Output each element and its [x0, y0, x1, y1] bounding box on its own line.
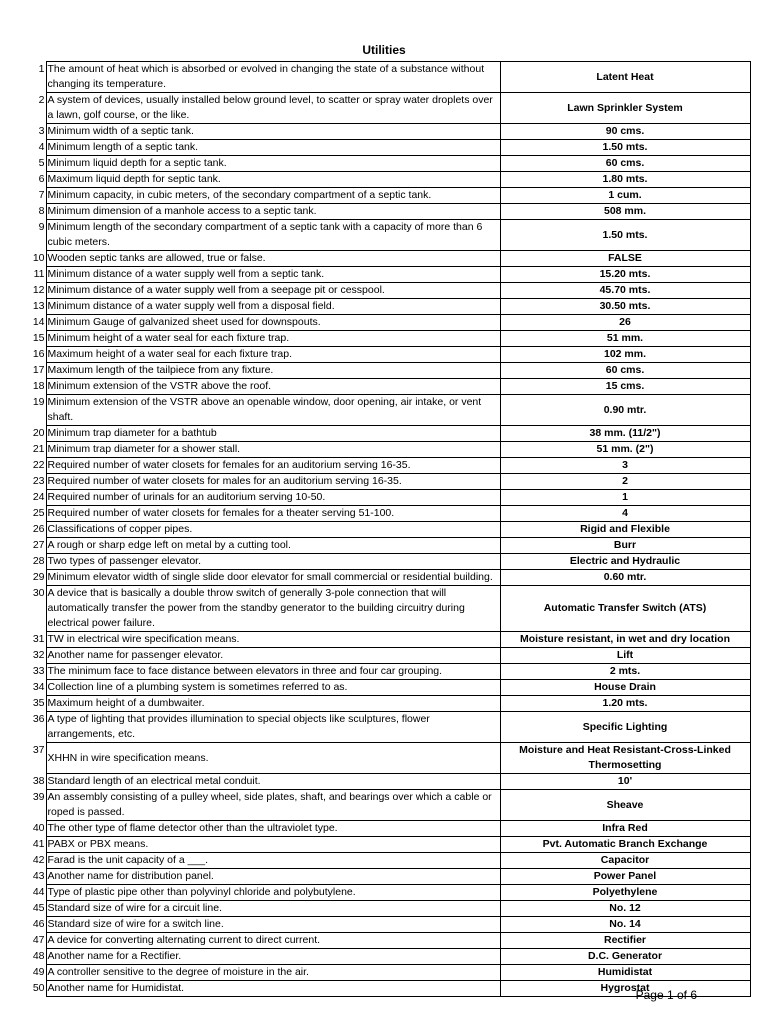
question-cell: Maximum liquid depth for septic tank.: [46, 172, 500, 188]
row-number: 48: [32, 949, 45, 962]
answer-cell: 4: [500, 506, 750, 522]
answer-cell: 26: [500, 315, 750, 331]
row-number: 15: [32, 331, 45, 344]
answer-cell: Specific Lighting: [500, 712, 750, 743]
row-number: 2: [38, 93, 45, 106]
table-row: [24, 299, 750, 315]
table-row: [24, 790, 750, 821]
answer-cell: 2 mts.: [500, 664, 750, 680]
question-cell: Minimum extension of the VSTR above the roof.: [46, 379, 500, 395]
table-row: [24, 490, 750, 506]
table-row: [24, 140, 750, 156]
row-number: 34: [32, 680, 45, 693]
answer-cell: 60 cms.: [500, 363, 750, 379]
question-cell: Type of plastic pipe other than polyvinyl chloride and polybutylene.: [46, 885, 500, 901]
answer-cell: Infra Red: [500, 821, 750, 837]
answer-cell: 10': [500, 774, 750, 790]
row-number: 31: [32, 632, 45, 645]
answer-cell: Hygrostat: [500, 981, 750, 997]
question-cell: Standard length of an electrical metal conduit.: [46, 774, 500, 790]
table-row: [24, 774, 750, 790]
answer-cell: Electric and Hydraulic: [500, 554, 750, 570]
question-cell: Collection line of a plumbing system is sometimes referred to as.: [46, 680, 500, 696]
row-number: 47: [32, 933, 45, 946]
answer-cell: 15.20 mts.: [500, 267, 750, 283]
table-row: [24, 522, 750, 538]
question-cell: Minimum trap diameter for a bathtub: [46, 426, 500, 442]
row-number: 38: [32, 774, 45, 787]
row-number: 4: [38, 140, 45, 153]
question-cell: A device for converting alternating current to direct current.: [46, 933, 500, 949]
row-number: 7: [38, 188, 45, 201]
table-row: [24, 124, 750, 140]
table-row: [24, 315, 750, 331]
table-row: [24, 712, 750, 743]
table-row: [24, 267, 750, 283]
row-number: 37: [32, 743, 45, 756]
row-number: 49: [32, 965, 45, 978]
table-row: [24, 885, 750, 901]
table-row: [24, 570, 750, 586]
answer-cell: 508 mm.: [500, 204, 750, 220]
question-cell: Minimum capacity, in cubic meters, of the secondary compartment of a septic tank.: [46, 188, 500, 204]
answer-cell: 15 cms.: [500, 379, 750, 395]
answer-cell: Burr: [500, 538, 750, 554]
table-row: [24, 363, 750, 379]
answer-cell: 0.60 mtr.: [500, 570, 750, 586]
question-cell: Required number of water closets for females for an auditorium serving 16-35.: [46, 458, 500, 474]
question-cell: The other type of flame detector other than the ultraviolet type.: [46, 821, 500, 837]
row-number: 9: [38, 220, 45, 233]
table-row: [24, 821, 750, 837]
table-row: [24, 395, 750, 426]
question-cell: Classifications of copper pipes.: [46, 522, 500, 538]
table-row: [24, 743, 750, 774]
answer-cell: No. 14: [500, 917, 750, 933]
question-cell: Wooden septic tanks are allowed, true or false.: [46, 251, 500, 267]
row-number: 33: [32, 664, 45, 677]
row-number: 5: [38, 156, 45, 169]
table-row: [24, 204, 750, 220]
answer-cell: Lawn Sprinkler System: [500, 93, 750, 124]
answer-cell: 51 mm.: [500, 331, 750, 347]
row-number: 6: [38, 172, 45, 185]
question-cell: TW in electrical wire specification means.: [46, 632, 500, 648]
table-row: [24, 901, 750, 917]
question-cell: Farad is the unit capacity of a ___.: [46, 853, 500, 869]
page-number: Page 1 of 6: [635, 988, 697, 1002]
row-number: 25: [32, 506, 45, 519]
table-row: [24, 426, 750, 442]
question-cell: Minimum height of a water seal for each fixture trap.: [46, 331, 500, 347]
question-cell: Minimum dimension of a manhole access to a septic tank.: [46, 204, 500, 220]
table-row: [24, 474, 750, 490]
table-row: [24, 538, 750, 554]
row-number: 41: [32, 837, 45, 850]
question-cell: Minimum elevator width of single slide door elevator for small commercial or residential building.: [46, 570, 500, 586]
row-number: 11: [33, 267, 45, 280]
table-row: [24, 442, 750, 458]
table-row: [24, 933, 750, 949]
table-row: [24, 172, 750, 188]
answer-cell: Latent Heat: [500, 62, 750, 93]
row-number: 22: [32, 458, 45, 471]
question-cell: Minimum extension of the VSTR above an openable window, door opening, air intake, or vent shaft.: [46, 395, 500, 426]
row-number: 36: [32, 712, 45, 725]
row-number: 24: [32, 490, 45, 503]
row-number: 26: [32, 522, 45, 535]
question-cell: A rough or sharp edge left on metal by a cutting tool.: [46, 538, 500, 554]
question-cell: Standard size of wire for a switch line.: [46, 917, 500, 933]
answer-cell: D.C. Generator: [500, 949, 750, 965]
question-cell: Another name for a Rectifier.: [46, 949, 500, 965]
row-number: 29: [32, 570, 45, 583]
question-cell: Required number of water closets for females for a theater serving 51-100.: [46, 506, 500, 522]
question-cell: Another name for distribution panel.: [46, 869, 500, 885]
table-row: [24, 648, 750, 664]
answer-cell: 102 mm.: [500, 347, 750, 363]
question-cell: Standard size of wire for a circuit line.: [46, 901, 500, 917]
answer-cell: Rigid and Flexible: [500, 522, 750, 538]
row-number: 10: [32, 251, 45, 264]
question-cell: Minimum liquid depth for a septic tank.: [46, 156, 500, 172]
table-row: [24, 156, 750, 172]
answer-cell: Rectifier: [500, 933, 750, 949]
question-cell: Maximum length of the tailpiece from any fixture.: [46, 363, 500, 379]
answer-cell: Power Panel: [500, 869, 750, 885]
table-row: [24, 680, 750, 696]
row-number: 19: [32, 395, 45, 408]
answer-cell: 45.70 mts.: [500, 283, 750, 299]
row-number: 32: [32, 648, 45, 661]
answer-cell: House Drain: [500, 680, 750, 696]
table-row: [24, 837, 750, 853]
answer-cell: Capacitor: [500, 853, 750, 869]
table-row: [24, 283, 750, 299]
row-number: 13: [32, 299, 45, 312]
row-number: 50: [32, 981, 45, 994]
row-number: 40: [32, 821, 45, 834]
table-row: [24, 869, 750, 885]
answer-cell: Sheave: [500, 790, 750, 821]
row-number: 16: [32, 347, 45, 360]
question-cell: XHHN in wire specification means.: [46, 743, 500, 774]
table-row: [24, 62, 750, 93]
table-row: [24, 379, 750, 395]
row-number: 3: [38, 124, 45, 137]
question-cell: A system of devices, usually installed below ground level, to scatter or spray water droplets over a lawn, golf course, or the like.: [46, 93, 500, 124]
answer-cell: 1.80 mts.: [500, 172, 750, 188]
row-number: 30: [32, 586, 45, 599]
answer-cell: Moisture and Heat Resistant-Cross-Linked Thermosetting: [500, 743, 750, 774]
question-cell: Minimum distance of a water supply well from a septic tank.: [46, 267, 500, 283]
answer-cell: 51 mm. (2"): [500, 442, 750, 458]
question-cell: Another name for passenger elevator.: [46, 648, 500, 664]
question-cell: The amount of heat which is absorbed or evolved in changing the state of a substance without changing its temperature.: [46, 62, 500, 93]
question-cell: Another name for Humidistat.: [46, 981, 500, 997]
question-cell: Required number of water closets for males for an auditorium serving 16-35.: [46, 474, 500, 490]
answer-cell: 38 mm. (11/2"): [500, 426, 750, 442]
table-row: [24, 93, 750, 124]
row-number: 14: [32, 315, 45, 328]
answer-cell: Humidistat: [500, 965, 750, 981]
table-row: [24, 506, 750, 522]
question-cell: Minimum trap diameter for a shower stall.: [46, 442, 500, 458]
table-row: [24, 347, 750, 363]
answer-cell: 0.90 mtr.: [500, 395, 750, 426]
answer-cell: Lift: [500, 648, 750, 664]
answer-cell: 1.50 mts.: [500, 140, 750, 156]
question-cell: PABX or PBX means.: [46, 837, 500, 853]
table-row: [24, 251, 750, 267]
table-row: [24, 853, 750, 869]
row-number: 46: [32, 917, 45, 930]
table-row: [24, 554, 750, 570]
answer-cell: 2: [500, 474, 750, 490]
row-number: 39: [32, 790, 45, 803]
row-number: 18: [32, 379, 45, 392]
answer-cell: Polyethylene: [500, 885, 750, 901]
answer-cell: No. 12: [500, 901, 750, 917]
answer-cell: FALSE: [500, 251, 750, 267]
row-number: 42: [32, 853, 45, 866]
answer-cell: 30.50 mts.: [500, 299, 750, 315]
question-cell: A type of lighting that provides illumination to special objects like sculptures, flower arrangements, etc.: [46, 712, 500, 743]
question-cell: Minimum distance of a water supply well from a seepage pit or cesspool.: [46, 283, 500, 299]
row-number: 8: [38, 204, 45, 217]
table-row: [24, 586, 750, 632]
answer-cell: 3: [500, 458, 750, 474]
answer-cell: Moisture resistant, in wet and dry location: [500, 632, 750, 648]
table-row: [24, 632, 750, 648]
question-cell: Minimum distance of a water supply well from a disposal field.: [46, 299, 500, 315]
row-number: 12: [32, 283, 45, 296]
row-number: 17: [32, 363, 45, 376]
question-cell: Minimum Gauge of galvanized sheet used for downspouts.: [46, 315, 500, 331]
table-row: [24, 917, 750, 933]
row-number: 44: [32, 885, 45, 898]
table-row: [24, 458, 750, 474]
row-number: 28: [32, 554, 45, 567]
question-cell: The minimum face to face distance between elevators in three and four car grouping.: [46, 664, 500, 680]
table-row: [24, 965, 750, 981]
row-number: 43: [32, 869, 45, 882]
table-body: [24, 62, 750, 997]
row-number: 45: [32, 901, 45, 914]
page-title: Utilities: [362, 43, 406, 57]
question-cell: Maximum height of a water seal for each fixture trap.: [46, 347, 500, 363]
row-number: 1: [38, 62, 45, 75]
question-cell: Minimum length of the secondary compartment of a septic tank with a capacity of more than 6 cubic meters.: [46, 220, 500, 251]
answer-cell: 60 cms.: [500, 156, 750, 172]
row-number: 23: [32, 474, 45, 487]
row-number: 35: [32, 696, 45, 709]
answer-cell: 90 cms.: [500, 124, 750, 140]
question-cell: Minimum length of a septic tank.: [46, 140, 500, 156]
question-cell: A controller sensitive to the degree of moisture in the air.: [46, 965, 500, 981]
question-cell: A device that is basically a double throw switch of generally 3-pole connection that will automatically transfer the power from the standby generator to the building circuitry during electrical power failure.: [46, 586, 500, 632]
answer-cell: Pvt. Automatic Branch Exchange: [500, 837, 750, 853]
table-row: [24, 696, 750, 712]
answer-cell: Automatic Transfer Switch (ATS): [500, 586, 750, 632]
questions-table: [24, 61, 751, 997]
answer-cell: 1.50 mts.: [500, 220, 750, 251]
answer-cell: 1 cum.: [500, 188, 750, 204]
answer-cell: 1.20 mts.: [500, 696, 750, 712]
table-row: [24, 188, 750, 204]
question-cell: Required number of urinals for an auditorium serving 10-50.: [46, 490, 500, 506]
table-row: [24, 331, 750, 347]
answer-cell: 1: [500, 490, 750, 506]
row-number: 21: [32, 442, 45, 455]
question-cell: Two types of passenger elevator.: [46, 554, 500, 570]
table-row: [24, 949, 750, 965]
table-row: [24, 220, 750, 251]
row-number: 20: [32, 426, 45, 439]
question-cell: Minimum width of a septic tank.: [46, 124, 500, 140]
row-number: 27: [32, 538, 45, 551]
question-cell: Maximum height of a dumbwaiter.: [46, 696, 500, 712]
question-cell: An assembly consisting of a pulley wheel, side plates, shaft, and bearings over which a cable or roped is passed.: [46, 790, 500, 821]
table-row: [24, 664, 750, 680]
